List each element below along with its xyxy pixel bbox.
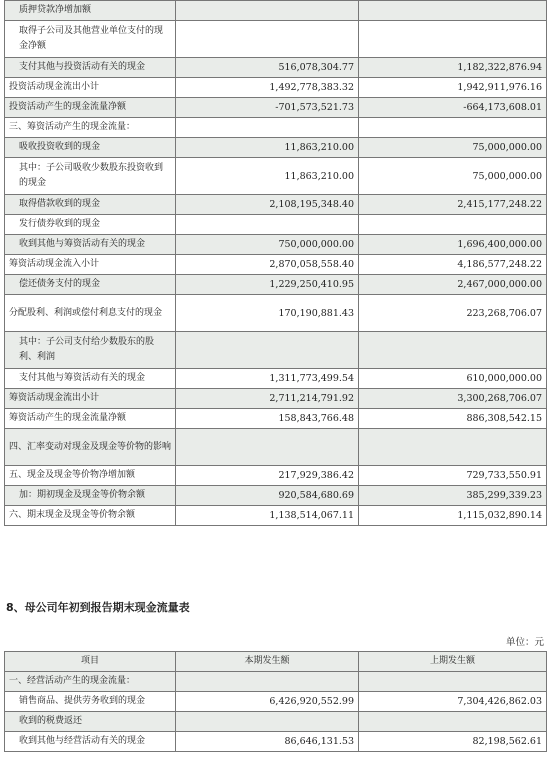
current-period-value: [176, 1, 359, 21]
row-label: 筹资活动产生的现金流量净额: [5, 409, 176, 429]
prior-period-value: 1,182,322,876.94: [359, 58, 547, 78]
current-period-value: 86,646,131.53: [176, 732, 359, 752]
prior-period-value: [359, 332, 547, 369]
unit-label: 单位：元: [505, 637, 544, 648]
row-label: 支付其他与投资活动有关的现金: [5, 58, 176, 78]
current-period-value: 11,863,210.00: [176, 138, 359, 158]
row-label: 发行债券收到的现金: [5, 215, 176, 235]
table-row: [5, 255, 547, 275]
prior-period-value: 223,268,706.07: [359, 295, 547, 332]
prior-period-value: [359, 712, 547, 732]
current-period-value: -701,573,521.73: [176, 98, 359, 118]
current-period-value: 2,711,214,791.92: [176, 389, 359, 409]
row-label: 销售商品、提供劳务收到的现金: [5, 692, 176, 712]
prior-period-value: 7,304,426,862.03: [359, 692, 547, 712]
current-period-value: 1,311,773,499.54: [176, 369, 359, 389]
prior-period-value: 75,000,000.00: [359, 138, 547, 158]
table-header-row: [5, 652, 547, 672]
row-label: 支付其他与筹资活动有关的现金: [5, 369, 176, 389]
row-label: 其中：子公司支付给少数股东的股利、利润: [5, 332, 176, 369]
prior-period-value: 1,115,032,890.14: [359, 506, 547, 526]
prior-period-value: -664,173,608.01: [359, 98, 547, 118]
current-period-value: [176, 712, 359, 732]
current-period-value: 217,929,386.42: [176, 466, 359, 486]
header-current: 本期发生额: [176, 652, 359, 672]
current-period-value: 158,843,766.48: [176, 409, 359, 429]
table-row: [5, 486, 547, 506]
cash-flow-table-continued: [4, 0, 547, 526]
prior-period-value: [359, 118, 547, 138]
row-label: 五、现金及现金等价物净增加额: [5, 466, 176, 486]
current-period-value: 750,000,000.00: [176, 235, 359, 255]
row-label: 投资活动产生的现金流量净额: [5, 98, 176, 118]
prior-period-value: 4,186,577,248.22: [359, 255, 547, 275]
current-period-value: 1,138,514,067.11: [176, 506, 359, 526]
table-row: [5, 195, 547, 215]
row-label: 加：期初现金及现金等价物余额: [5, 486, 176, 506]
current-period-value: 2,870,058,558.40: [176, 255, 359, 275]
current-period-value: 516,078,304.77: [176, 58, 359, 78]
table-row: [5, 21, 547, 58]
table-row: [5, 692, 547, 712]
prior-period-value: 2,467,000,000.00: [359, 275, 547, 295]
current-period-value: [176, 332, 359, 369]
row-label: 收到的税费返还: [5, 712, 176, 732]
table-row: [5, 118, 547, 138]
table-row: [5, 332, 547, 369]
row-label: 分配股利、利润或偿付利息支付的现金: [5, 295, 176, 332]
table-row: [5, 429, 547, 466]
prior-period-value: 729,733,550.91: [359, 466, 547, 486]
prior-period-value: 886,308,542.15: [359, 409, 547, 429]
row-label: 吸收投资收到的现金: [5, 138, 176, 158]
section-title: 8、母公司年初到报告期末现金流量表: [6, 601, 190, 614]
row-label: 其中：子公司吸收少数股东投资收到的现金: [5, 158, 176, 195]
table-row: [5, 1, 547, 21]
row-label: 一、经营活动产生的现金流量：: [5, 672, 176, 692]
header-item: 项目: [5, 652, 176, 672]
prior-period-value: 610,000,000.00: [359, 369, 547, 389]
prior-period-value: [359, 672, 547, 692]
row-label: 六、期末现金及现金等价物余额: [5, 506, 176, 526]
prior-period-value: 82,198,562.61: [359, 732, 547, 752]
parent-cash-flow-table: [4, 651, 547, 752]
row-label: 取得子公司及其他营业单位支付的现金净额: [5, 21, 176, 58]
current-period-value: 1,492,778,383.32: [176, 78, 359, 98]
row-label: 偿还债务支付的现金: [5, 275, 176, 295]
table-row: [5, 235, 547, 255]
current-period-value: 920,584,680.69: [176, 486, 359, 506]
header-prior: 上期发生额: [359, 652, 547, 672]
row-label: 质押贷款净增加额: [5, 1, 176, 21]
prior-period-value: 1,942,911,976.16: [359, 78, 547, 98]
table-row: [5, 98, 547, 118]
table-row: [5, 295, 547, 332]
row-label: 取得借款收到的现金: [5, 195, 176, 215]
current-period-value: [176, 118, 359, 138]
prior-period-value: [359, 429, 547, 466]
row-label: 收到其他与筹资活动有关的现金: [5, 235, 176, 255]
table-row: [5, 58, 547, 78]
current-period-value: [176, 215, 359, 235]
table-row: [5, 138, 547, 158]
prior-period-value: [359, 215, 547, 235]
table-row: [5, 389, 547, 409]
prior-period-value: [359, 1, 547, 21]
prior-period-value: 385,299,339.23: [359, 486, 547, 506]
table-row: [5, 158, 547, 195]
current-period-value: 11,863,210.00: [176, 158, 359, 195]
prior-period-value: 1,696,400,000.00: [359, 235, 547, 255]
table-row: [5, 215, 547, 235]
current-period-value: [176, 21, 359, 58]
prior-period-value: [359, 21, 547, 58]
row-label: 筹资活动现金流入小计: [5, 255, 176, 275]
table-row: [5, 672, 547, 692]
row-label: 筹资活动现金流出小计: [5, 389, 176, 409]
table-row: [5, 732, 547, 752]
prior-period-value: 2,415,177,248.22: [359, 195, 547, 215]
prior-period-value: 3,300,268,706.07: [359, 389, 547, 409]
row-label: 收到其他与经营活动有关的现金: [5, 732, 176, 752]
row-label: 三、筹资活动产生的现金流量：: [5, 118, 176, 138]
table-row: [5, 369, 547, 389]
current-period-value: 6,426,920,552.99: [176, 692, 359, 712]
row-label: 投资活动现金流出小计: [5, 78, 176, 98]
current-period-value: 1,229,250,410.95: [176, 275, 359, 295]
current-period-value: 2,108,195,348.40: [176, 195, 359, 215]
table-row: [5, 712, 547, 732]
table-row: [5, 506, 547, 526]
table-row: [5, 409, 547, 429]
current-period-value: 170,190,881.43: [176, 295, 359, 332]
table-row: [5, 275, 547, 295]
prior-period-value: 75,000,000.00: [359, 158, 547, 195]
table-row: [5, 78, 547, 98]
row-label: 四、汇率变动对现金及现金等价物的影响: [5, 429, 176, 466]
current-period-value: [176, 672, 359, 692]
current-period-value: [176, 429, 359, 466]
table-row: [5, 466, 547, 486]
